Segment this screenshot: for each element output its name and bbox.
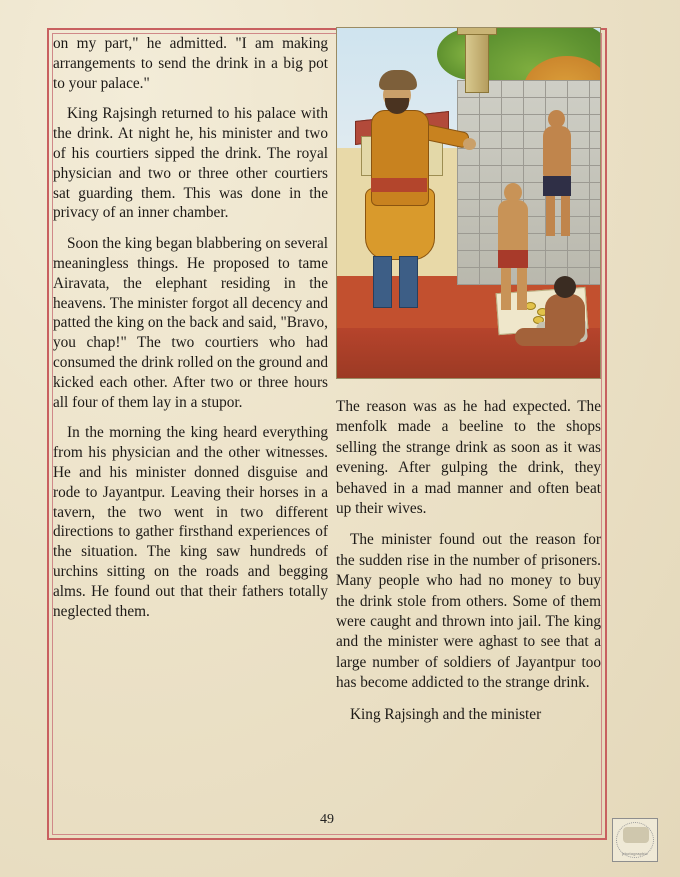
bearded-man-leg — [399, 256, 418, 308]
villager-standing-shorts — [498, 250, 528, 268]
villager-standing-leg — [517, 268, 527, 310]
villager-standing-head — [504, 183, 522, 202]
stone-pillar — [465, 27, 489, 93]
sitting-man-body — [545, 294, 585, 340]
paragraph: The reason was as he had expected. The menfolk made a beeline to the shops selling the strange drink as soon as it was evening. After gulping the drink, they behaved in a mad manner and often beat up their wives. — [336, 398, 601, 518]
villager-standing-leg — [561, 196, 570, 236]
bearded-man-turban — [379, 70, 417, 90]
bearded-man-hand — [463, 138, 476, 150]
villager-standing-body — [498, 200, 528, 254]
bearded-man-leg — [373, 256, 392, 308]
archive-stamp-label: photographic — [622, 851, 648, 856]
villager-standing-leg — [546, 196, 555, 236]
villager-standing-shorts — [543, 176, 571, 196]
archive-stamp-mark — [623, 827, 649, 843]
page-content — [53, 34, 601, 834]
paragraph: The minister found out the reason for the sudden rise in the number of prisoners. Many people who had no money to buy the drink stole from others. Some of them were caught and thrown into jail. The king and the minister were aghast to see that a large number of soldiers of Jayantpur too has become addicted to the strange drink. — [336, 531, 601, 692]
text-column-left — [53, 34, 328, 804]
paragraph: In the morning the king heard everything from his physician and the other witnesses. He and his minister donned disguise and rode to Jayantpur. Leaving their horses in a tavern, the two went in two different directions to gather firsthand experiences of the situation. The king saw hundreds of urchins sitting on the roads and begging alms. He found out that their fathers totally neglected them. — [53, 424, 328, 620]
page-number: 49 — [320, 812, 334, 827]
villager-standing-body — [543, 126, 571, 178]
text-column-right — [336, 397, 601, 802]
sitting-man-head — [554, 276, 576, 298]
archive-stamp — [612, 818, 658, 862]
paragraph: on my part," he admitted. "I am making arrangements to send the drink in a big pot to your palace." — [53, 35, 328, 92]
villager-standing-head — [548, 110, 565, 128]
paragraph: King Rajsingh and the minister — [350, 705, 542, 723]
stone-wall — [457, 80, 601, 285]
illustration-bearded-man-with-villagers — [336, 27, 601, 379]
bearded-man-sash — [371, 178, 427, 192]
stone-pillar-cap — [457, 27, 497, 35]
villager-standing-leg — [501, 268, 511, 310]
paragraph: King Rajsingh returned to his palace with the drink. At night he, his minister and two of his courtiers sipped the drink. The royal physician and two or three other courtiers sat guarding them. This was done in the privacy of an inner chamber. — [53, 105, 328, 222]
paragraph: Soon the king began blabbering on several meaningless things. He proposed to tame Airavata, the elephant residing in the heavens. The minister forgot all decency and patted the king on the back and said, "Bravo, you chap!" The two courtiers who had consumed the drink rolled on the ground and kicked each other. After two or three hours all four of them lay in a stupor. — [53, 235, 328, 411]
